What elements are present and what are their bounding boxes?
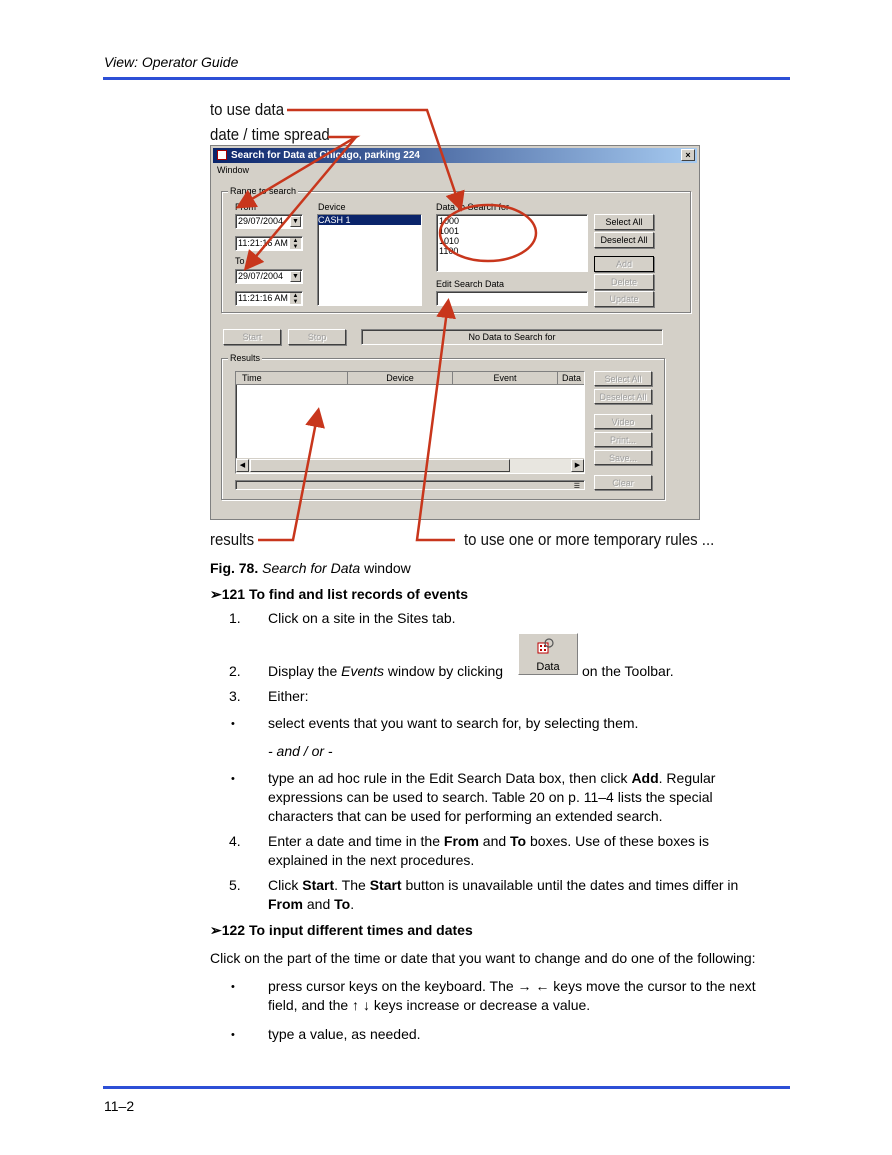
adhoc-line-2: expressions can be used to search. Table 20 on p. 11–4 lists the special (268, 789, 713, 805)
text-run: boxes. Use of these boxes is (526, 833, 709, 849)
device-list[interactable] (317, 214, 422, 306)
stop-button[interactable]: Stop (288, 329, 346, 345)
figure-suffix: window (364, 560, 411, 576)
step-2-tail: on the Toolbar. (582, 663, 674, 679)
add-term: Add (631, 770, 659, 786)
bullet-cursor-keys (268, 977, 788, 1015)
to-label: To (235, 256, 245, 266)
figure-caption (210, 560, 411, 576)
bullet-select-events: select events that you want to search for, by selecting them. (268, 715, 639, 731)
print-button[interactable]: Print... (594, 432, 652, 447)
start-term: Start (369, 877, 402, 893)
text-run: Click (268, 877, 303, 893)
scroll-right-icon[interactable]: ▶ (571, 459, 584, 472)
window-icon (217, 150, 227, 160)
data-item[interactable]: 1000 (439, 216, 460, 226)
spinner-arrows-icon[interactable]: ▲ ▼ (290, 293, 301, 304)
step-5 (268, 876, 788, 914)
text-run: . Regular (658, 770, 716, 786)
from-term: From (443, 833, 479, 849)
step-2-part: Display the (268, 663, 342, 679)
data-toolbar-label: Data (536, 661, 560, 673)
device-item[interactable]: CASH 1 (318, 215, 421, 225)
callout-use-data: to use data (210, 100, 285, 119)
search-dialog (210, 145, 700, 520)
add-button[interactable]: Add (594, 256, 654, 272)
resize-grip-icon: ☰ (573, 483, 580, 490)
cursor-keys-line-2: field, and the ↑ ↓ keys increase or decrease a value. (268, 997, 591, 1013)
procedure-121-title: ➢121 To find and list records of events (210, 586, 469, 602)
callout-results: results (210, 530, 255, 549)
figure-title: Search for Data (262, 560, 361, 576)
events-term: Events (341, 663, 384, 679)
figure-label: Fig. 78. (210, 560, 259, 576)
to-term: To (510, 833, 527, 849)
chevron-down-icon[interactable]: ▼ (290, 216, 301, 227)
text-run: and (478, 833, 511, 849)
header-rule (103, 77, 790, 80)
status-field: No Data to Search for (361, 329, 663, 345)
results-select-all-button[interactable]: Select All (594, 371, 652, 386)
scroll-left-icon[interactable]: ◀ (236, 459, 249, 472)
step-3: Either: (268, 688, 309, 704)
start-button[interactable]: Start (223, 329, 281, 345)
text-run: type an ad hoc rule in the Edit Search Data box, then click (268, 770, 632, 786)
step-number: 3. (229, 688, 241, 704)
data-item[interactable]: 1100 (439, 246, 459, 256)
text-run: and (303, 896, 335, 912)
from-date-combo[interactable] (235, 214, 303, 229)
select-all-button[interactable]: Select All (594, 214, 654, 230)
col-header-time[interactable]: Time (236, 372, 348, 385)
text-run: Enter a date and time in the (268, 833, 444, 849)
step-number: 4. (229, 833, 241, 849)
cursor-keys-line-1: press cursor keys on the keyboard. The → ← keys move the cursor to the next (268, 978, 756, 994)
data-item[interactable]: 1010 (439, 236, 460, 246)
bullet-adhoc-rule (268, 769, 788, 826)
step-5-line-2 (268, 895, 788, 914)
to-time-value: 11:21:16 AM (238, 293, 288, 303)
range-group-label: Range to search (230, 186, 297, 196)
from-time-spinner[interactable] (235, 236, 303, 251)
bullet-marker: • (231, 1029, 235, 1041)
device-label: Device (318, 202, 346, 212)
edit-search-data-input[interactable] (436, 291, 588, 306)
to-date-value: 29/07/2004 (238, 271, 284, 281)
procedure-122-title: ➢122 To input different times and dates (210, 922, 473, 938)
close-button[interactable]: × (681, 149, 695, 161)
data-search-icon (537, 638, 555, 654)
to-term: To (334, 896, 351, 912)
from-time-value: 11:21:16 AM (238, 238, 288, 248)
step-number: 1. (229, 610, 241, 626)
page-number: 11–2 (104, 1098, 135, 1114)
results-deselect-all-button[interactable]: Deselect All (594, 389, 652, 404)
to-time-spinner[interactable] (235, 291, 303, 306)
step-number: 5. (229, 877, 241, 893)
chevron-down-icon[interactable]: ▼ (290, 271, 301, 282)
dialog-title-bar (213, 148, 697, 163)
delete-button[interactable]: Delete (594, 274, 654, 290)
clear-button[interactable]: Clear (594, 475, 652, 490)
callout-temp-rules: to use one or more temporary rules ... (464, 530, 715, 549)
from-term: From (268, 896, 303, 912)
bullet-marker: • (231, 981, 235, 993)
step-number: 2. (229, 663, 241, 679)
bullet-marker: • (231, 718, 235, 730)
to-date-combo[interactable] (235, 269, 303, 284)
horizontal-scrollbar[interactable] (236, 458, 584, 473)
running-header: View: Operator Guide (104, 54, 239, 70)
results-group-label: Results (230, 353, 261, 363)
data-toolbar-button[interactable] (518, 633, 578, 675)
col-header-event[interactable]: Event (453, 372, 558, 385)
bullet-marker: • (231, 773, 235, 785)
video-button[interactable]: Video (594, 414, 652, 429)
text-run: . (350, 896, 355, 912)
adhoc-line-1 (268, 769, 788, 788)
callout-date-spread: date / time spread (210, 125, 330, 144)
edit-search-data-label: Edit Search Data (436, 279, 505, 289)
results-table[interactable] (235, 371, 585, 474)
spinner-arrows-icon[interactable]: ▲ ▼ (290, 238, 301, 249)
data-item[interactable]: 1001 (439, 226, 460, 236)
and-or-separator: - and / or - (268, 743, 333, 759)
bullet-type-value: type a value, as needed. (268, 1026, 421, 1042)
scrollbar-thumb[interactable] (250, 459, 510, 472)
menu-window[interactable]: Window (217, 165, 250, 175)
data-to-search-label: Data to Search for (436, 202, 510, 212)
text-run: button is unavailable until the dates and times differ in (401, 877, 739, 893)
step-4-line-1 (268, 832, 788, 851)
step-1: Click on a site in the Sites tab. (268, 610, 456, 626)
update-button[interactable]: Update (594, 291, 654, 307)
footer-rule (103, 1086, 790, 1089)
step-4-line-2: explained in the next procedures. (268, 852, 475, 868)
col-header-data[interactable]: Data (558, 372, 585, 385)
dialog-title: Search for Data at Chicago, parking 224 (231, 150, 420, 161)
text-run: . The (334, 877, 370, 893)
start-term: Start (302, 877, 335, 893)
step-2-text (268, 662, 503, 681)
deselect-all-button[interactable]: Deselect All (594, 232, 654, 248)
step-4 (268, 832, 788, 870)
step-5-line-1 (268, 876, 788, 895)
adhoc-line-3: characters that can be used for performing an extended search. (268, 808, 663, 824)
progress-bar (235, 480, 585, 490)
from-date-value: 29/07/2004 (238, 216, 284, 226)
step-2-part: window by clicking (383, 663, 504, 679)
save-button[interactable]: Save... (594, 450, 652, 465)
col-header-device[interactable]: Device (348, 372, 453, 385)
from-label: From (235, 202, 256, 212)
data-to-search-list[interactable] (436, 214, 588, 272)
procedure-122-intro: Click on the part of the time or date that you want to change and do one of the following: (210, 950, 756, 966)
